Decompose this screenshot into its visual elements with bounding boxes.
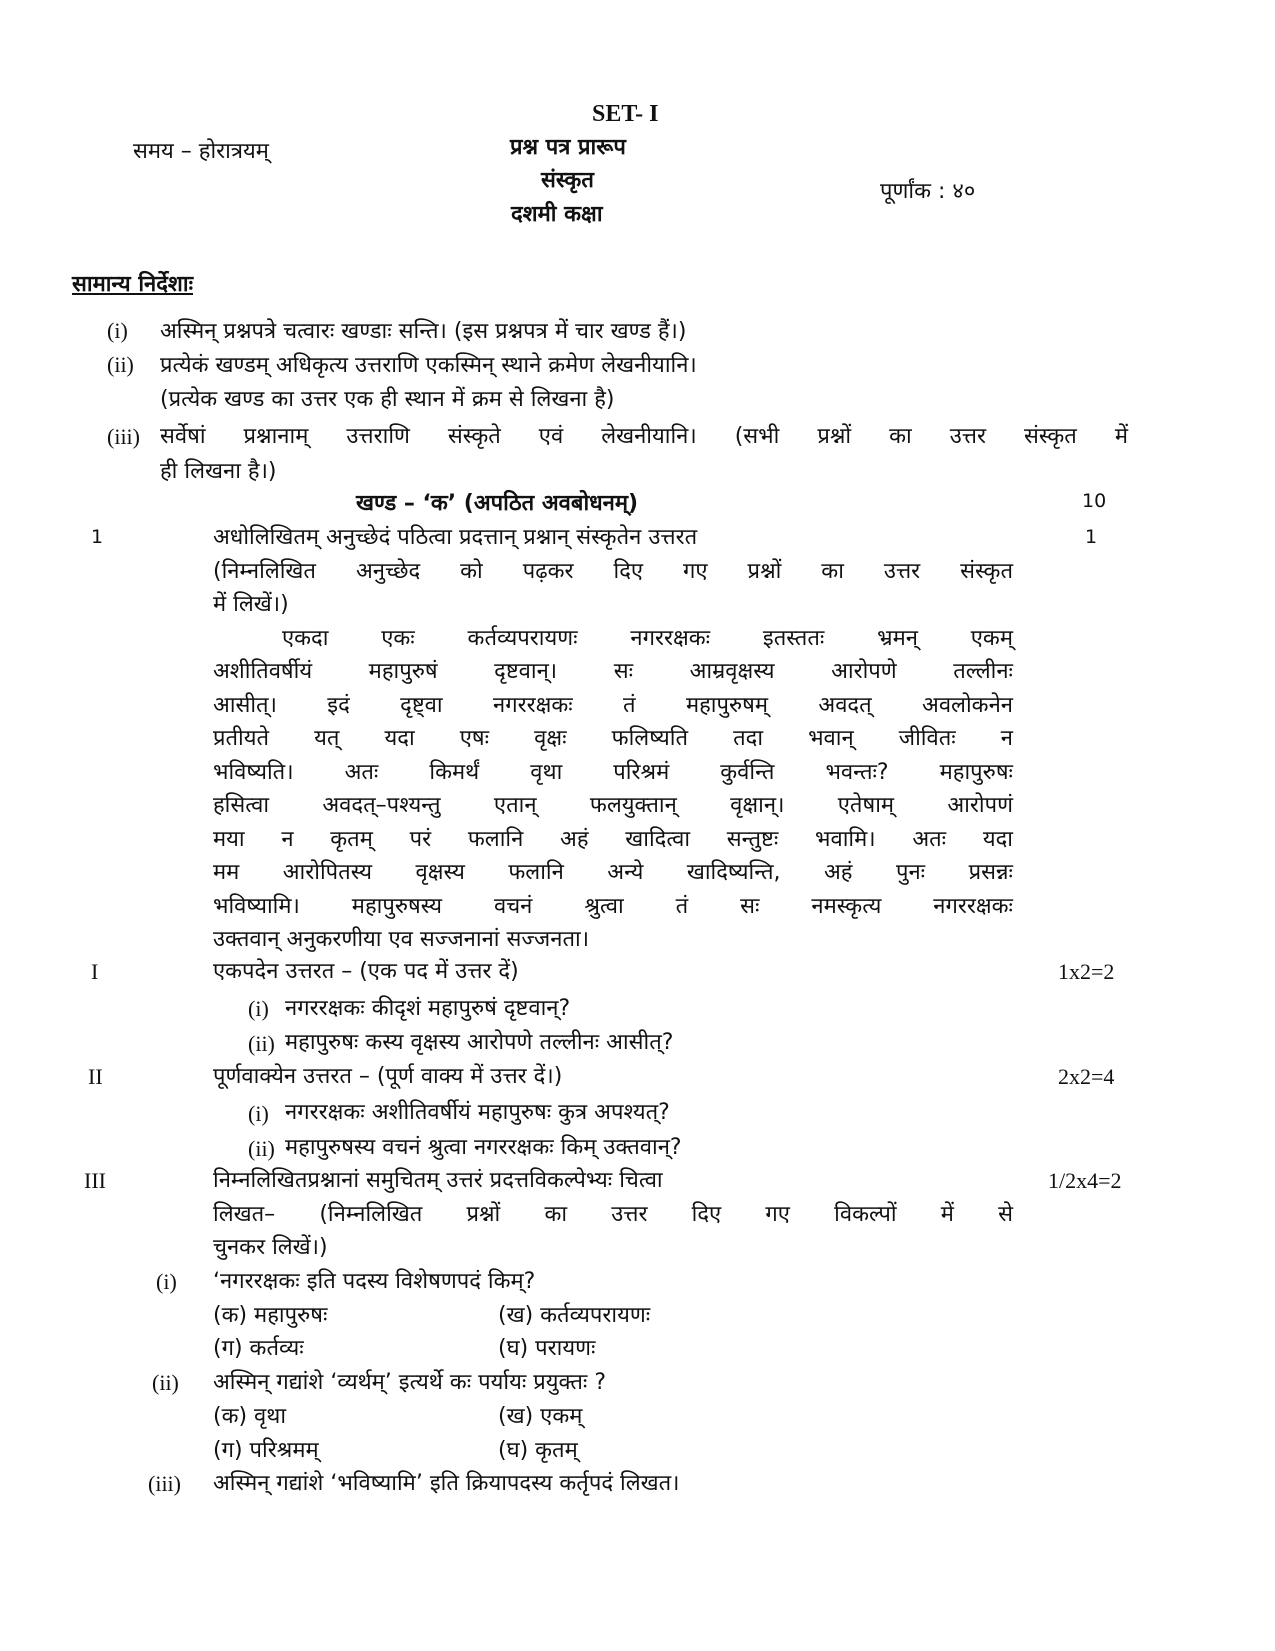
sub-question-text: नगररक्षकः कीदृशं महापुरुषं दृष्टवान्? — [285, 996, 571, 1021]
sub-question-number: (i) — [248, 1101, 269, 1126]
question-text: एकपदेन उत्तरत – (एक पद में उत्तर दें) — [213, 959, 519, 984]
question-number: I — [91, 959, 99, 984]
question-instruction: अधोलिखितम् अनुच्छेदं पठित्वा प्रदत्तान् प्रश्नान् संस्कृतेन उत्तरत — [213, 525, 698, 550]
instruction-number: (ii) — [107, 352, 134, 377]
sub-question-text: महापुरुषस्य वचनं श्रुत्वा नगररक्षकः किम् उक्तवान्? — [285, 1135, 682, 1160]
sub-question-number: (ii) — [152, 1370, 179, 1395]
question-number: II — [88, 1064, 103, 1089]
subject-title: संस्कृत — [541, 168, 594, 193]
section-heading: खण्ड – ‘क’ (अपठित अवबोधनम्) — [356, 491, 639, 516]
time-label: समय – होरात्रयम् — [133, 139, 269, 164]
instruction-line: अस्मिन् प्रश्नपत्रे चत्वारः खण्डाः सन्ति। (इस प्रश्नपत्र में चार खण्ड हैं।) — [160, 319, 687, 344]
instruction-line: प्रत्येकं खण्डम् अधिकृत्य उत्तराणि एकस्मिन् स्थाने क्रमेण लेखनीयानि। — [160, 353, 697, 378]
total-marks: पूर्णांक : ४० — [880, 179, 976, 204]
class-title: दशमी कक्षा — [511, 202, 603, 227]
passage-line: मम आरोपितस्य वृक्षस्य फलानि अन्ये खादिष्यन्ति, अहं पुनः प्रसन्नः — [213, 860, 1013, 885]
passage-line: मया न कृतम् परं फलानि अहं खादित्वा सन्तुष्टः भवामि। अतः यदा — [213, 827, 1013, 852]
option: (ग) कर्तव्यः — [213, 1336, 304, 1361]
instruction-line: सर्वेषां प्रश्नानाम् उत्तराणि संस्कृते एवं लेखनीयानि। (सभी प्रश्नों का उत्तर संस्कृत में — [160, 424, 1128, 449]
option: (ग) परिश्रमम् — [213, 1438, 319, 1463]
instruction-line: (प्रत्येक खण्ड का उत्तर एक ही स्थान में क्रम से लिखना है) — [160, 387, 615, 412]
sub-question-text: अस्मिन् गद्यांशे ‘व्यर्थम्’ इत्यर्थे कः पर्यायः प्रयुक्तः ? — [213, 1370, 607, 1395]
set-label: SET- I — [592, 101, 659, 127]
question-instruction: में लिखें।) — [213, 592, 289, 617]
option: (ख) कर्तव्यपरायणः — [498, 1303, 651, 1328]
general-instructions-heading: सामान्य निर्देशाः — [72, 272, 194, 297]
instruction-line: ही लिखना है।) — [160, 459, 277, 484]
sub-question-number: (i) — [156, 1269, 177, 1294]
option: (क) वृथा — [213, 1404, 287, 1429]
option: (घ) परायणः — [498, 1336, 596, 1361]
sub-question-number: (iii) — [148, 1471, 181, 1496]
sub-question-text: ‘नगररक्षकः इति पदस्य विशेषणपदं किम्? — [213, 1269, 536, 1294]
sub-question-number: (i) — [248, 996, 269, 1021]
question-text: चुनकर लिखें।) — [213, 1235, 328, 1260]
question-text: पूर्णवाक्येन उत्तरत – (पूर्ण वाक्य में उत्तर दें।) — [213, 1064, 563, 1089]
option: (घ) कृतम् — [498, 1438, 578, 1463]
question-text: लिखत– (निम्नलिखित प्रश्नों का उत्तर दिए गए विकल्पों में से — [213, 1202, 1013, 1227]
sub-question-text: अस्मिन् गद्यांशे ‘भविष्यामि’ इति क्रियापदस्य कर्तृपदं लिखत। — [213, 1471, 680, 1496]
instruction-number: (i) — [107, 318, 128, 343]
passage-line: प्रतीयते यत् यदा एषः वृक्षः फलिष्यति तदा भवान् जीवितः न — [213, 726, 1013, 751]
question-number: 1 — [91, 526, 104, 548]
question-marks: 1x2=2 — [1058, 959, 1115, 984]
sub-question-number: (ii) — [248, 1031, 275, 1056]
paper-title: प्रश्न पत्र प्रारूप — [510, 135, 626, 160]
option: (क) महापुरुषः — [213, 1303, 328, 1328]
question-instruction: (निम्नलिखित अनुच्छेद को पढ़कर दिए गए प्रश्नों का उत्तर संस्कृत — [213, 559, 1013, 584]
question-marks: 2x2=4 — [1058, 1064, 1115, 1089]
sub-question-text: महापुरुषः कस्य वृक्षस्य आरोपणे तल्लीनः आसीत्? — [285, 1030, 674, 1055]
question-marks: 1/2x4=2 — [1048, 1168, 1122, 1193]
sub-question-number: (ii) — [248, 1136, 275, 1161]
question-text: निम्नलिखितप्रश्नानां समुचितम् उत्तरं प्रदत्तविकल्पेभ्यः चित्वा — [213, 1168, 663, 1193]
passage-line: भविष्यति। अतः किमर्थं वृथा परिश्रमं कुर्वन्ति भवन्तः? महापुरुषः — [213, 760, 1013, 785]
passage-line: अशीतिवर्षीयं महापुरुषं दृष्टवान्। सः आम्रवृक्षस्य आरोपणे तल्लीनः — [213, 659, 1013, 684]
passage-line: आसीत्। इदं दृष्ट्वा नगररक्षकः तं महापुरुषम् अवदत् अवलोकनेन — [213, 693, 1013, 718]
question-number: III — [84, 1168, 106, 1193]
question-marks: 1 — [1085, 526, 1098, 548]
passage-line: उक्तवान् अनुकरणीया एव सज्जनानां सज्जनता। — [213, 927, 590, 952]
sub-question-text: नगररक्षकः अशीतिवर्षीयं महापुरुषः कुत्र अपश्यत्? — [285, 1100, 670, 1125]
passage-line: भविष्यामि। महापुरुषस्य वचनं श्रुत्वा तं सः नमस्कृत्य नगररक्षकः — [213, 894, 1013, 919]
option: (ख) एकम् — [498, 1404, 583, 1429]
instruction-number: (iii) — [107, 424, 140, 449]
passage-line: हसित्वा अवदत्–पश्यन्तु एतान् फलयुक्तान् वृक्षान्। एतेषाम् आरोपणं — [213, 793, 1013, 818]
section-marks: 10 — [1082, 490, 1107, 512]
passage-line: एकदा एकः कर्तव्यपरायणः नगररक्षकः इतस्ततः भ्रमन् एकम् — [282, 626, 1013, 651]
